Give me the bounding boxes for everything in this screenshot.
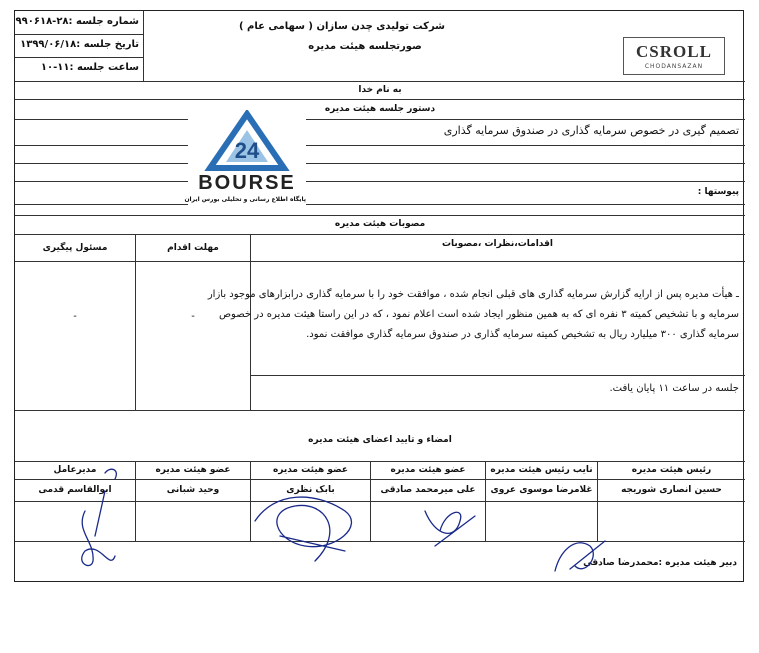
bourse-caption: پایگاه اطلاع رسانی و تحلیلی بورس ایران (184, 196, 306, 203)
deadline-value: - (191, 311, 195, 322)
role-vice-chairman: نایب رئیس هیئت مدیره (490, 465, 593, 475)
role-member-3: عضو هیئت مدیره (155, 465, 231, 475)
board-secretary: دبیر هیئت مدیره :محمدرضا صادقی (583, 558, 737, 568)
logo-text: CSROLL (636, 42, 712, 61)
logo-subtext: CHODANSAZAN (644, 63, 704, 70)
signatures-title: امضاء و تایید اعضای هیئت مدیره (308, 435, 452, 445)
closing-note: جلسه در ساعت ۱۱ پایان یافت. (609, 383, 739, 394)
bourse-watermark (184, 110, 306, 210)
name-member-2: بابک نظری (286, 485, 335, 495)
session-date: تاریخ جلسه :۱۳۹۹/۰۶/۱۸ (20, 39, 139, 50)
company-name: شرکت تولیدی چدن سازان ( سهامی عام ) (238, 21, 445, 32)
agenda-title: دستور جلسه هیئت مدیره (324, 104, 436, 114)
bourse-brand: BOURSE (198, 172, 296, 194)
document-title: صورتجلسه هیئت مدیره (308, 41, 422, 52)
minutes-sheet (14, 10, 744, 582)
resolution-line-1: ـ هیأت مدیره پس از ارایه گزارش سرمایه گذاری های قبلی انجام شده ، موافقت خود را با سرمایه گذاری درابزارهای موجود بازار (207, 289, 739, 300)
role-chairman: رئیس هیئت مدیره (631, 465, 712, 475)
bismillah: به نام خدا (358, 85, 402, 95)
name-vice-chairman: غلامرضا موسوی عروی (490, 485, 593, 495)
name-member-3: وحید شبانی (166, 485, 220, 495)
name-chairman: حسین انصاری شوریجه (621, 485, 722, 495)
name-ceo: ابوالقاسم قدمی (38, 485, 112, 495)
attachments-label: پیوستها : (697, 187, 739, 197)
signature-member-1 (425, 511, 475, 546)
col-actions-header: اقدامات،نظرات ،مصوبات (442, 239, 553, 249)
role-member-1: عضو هیئت مدیره (390, 465, 466, 475)
signature-secretary (555, 541, 605, 571)
role-ceo: مدیرعامل (53, 465, 97, 475)
responsible-value: - (73, 311, 77, 322)
session-number: شماره جلسه :۲۸-۹۹۰۶۱۸ (15, 16, 139, 27)
name-member-1: علی میرمحمد صادقی (380, 485, 476, 495)
signatures-ink (15, 451, 745, 583)
svg-text:24: 24 (234, 138, 260, 163)
resolution-line-3: سرمایه گذاری ۳۰۰ میلیارد ریال به تشخیص کمیته سرمایه گذاری در صندوق سرمایه گذاری موافقت نمود. (306, 329, 739, 340)
resolutions-title: مصوبات هیئت مدیره (334, 219, 426, 229)
signature-member-2 (255, 497, 351, 561)
company-logo (623, 37, 725, 75)
col-deadline-header: مهلت اقدام (167, 243, 219, 253)
session-time: ساعت جلسه :۱۱-۱۰ (40, 62, 139, 73)
bourse-logo-icon (188, 110, 306, 172)
col-responsible-header: مسئول پیگیری (42, 243, 108, 253)
resolution-line-2: سرمایه و با تشخیص کمیته ۳ نفره ای که به همین منظور ایجاد شده است اعلام نمود ، که در این راستا هیئت مدیره در خصوص (218, 309, 739, 320)
signature-ceo (82, 469, 117, 565)
role-member-2: عضو هیئت مدیره (272, 465, 349, 475)
agenda-item: تصمیم گیری در خصوص سرمایه گذاری در صندوق سرمایه گذاری (443, 124, 739, 137)
